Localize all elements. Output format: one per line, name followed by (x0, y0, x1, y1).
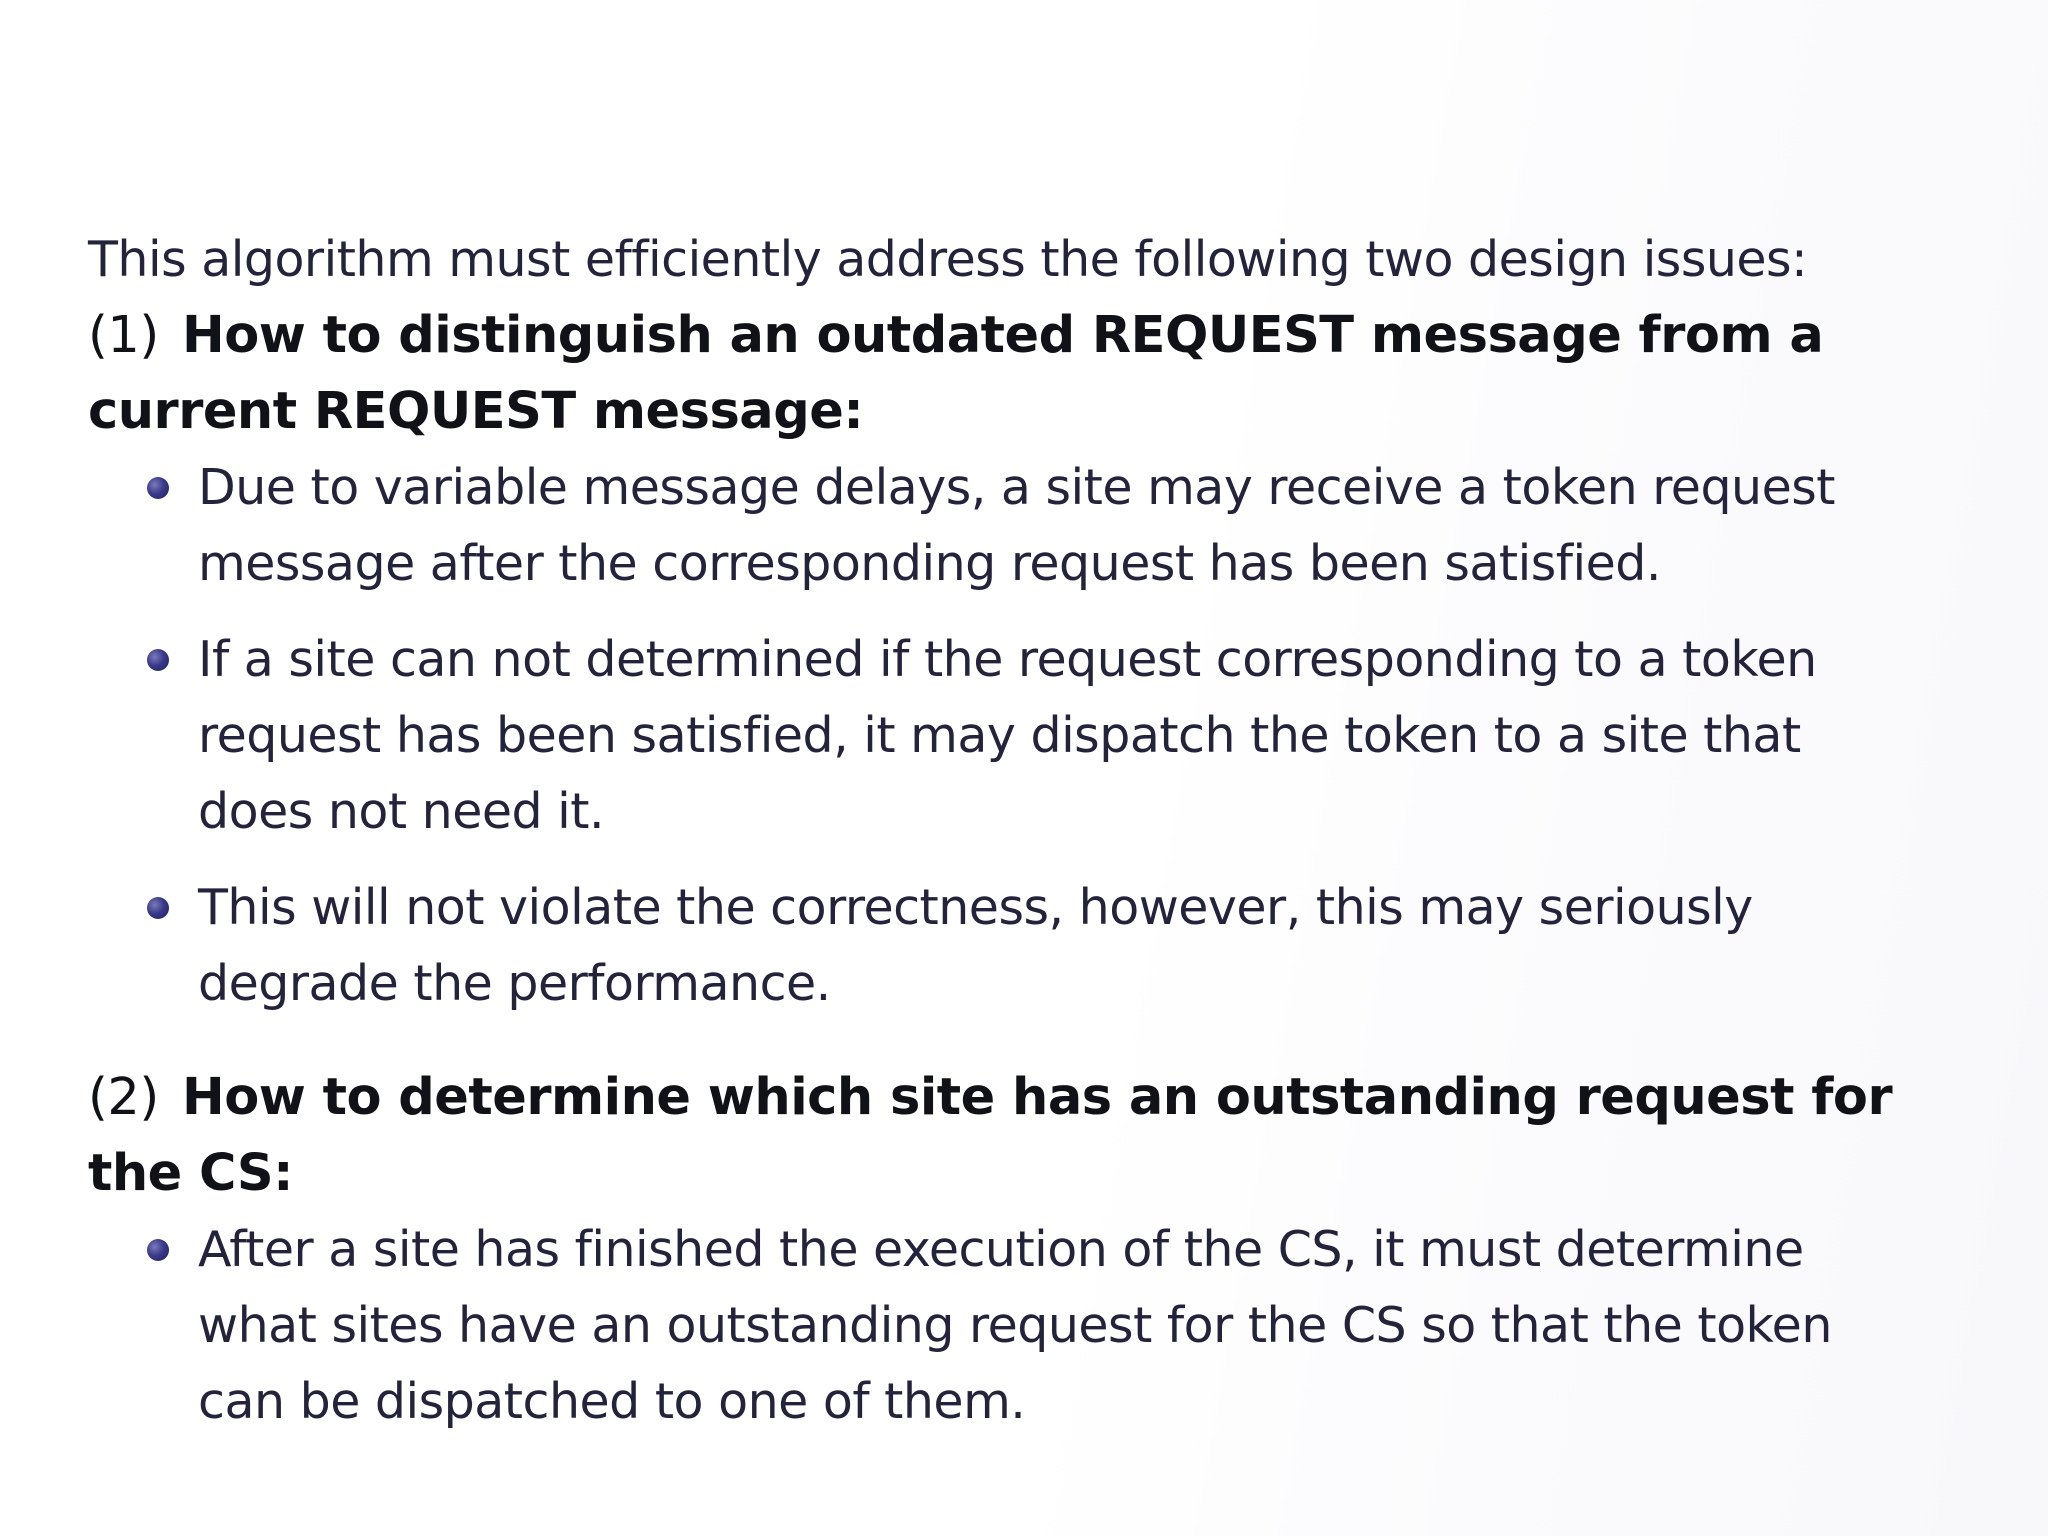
issue-1-bullet-list (88, 450, 1988, 1022)
issue-2-title: How to determine which site has an outstanding request for the CS: (88, 1068, 1893, 1203)
bullet-text: Due to variable message delays, a site may receive a token request message after the corresponding request has been satisfied. (198, 459, 1835, 592)
issue-2-number: (2) (88, 1068, 159, 1127)
issue-1-number: (1) (88, 306, 159, 365)
intro-text: This algorithm must efficiently address the following two design issues: (88, 231, 1808, 288)
bullet-icon (147, 477, 169, 499)
issue-2-heading (88, 1060, 1988, 1212)
issue-2-bullet-list (88, 1212, 1988, 1440)
bullet-text: If a site can not determined if the request corresponding to a token request has been satisfied, it may dispatch the token to a site that does not need it. (198, 631, 1817, 840)
list-item (88, 450, 1918, 602)
list-item (88, 870, 1918, 1022)
list-item (88, 622, 1918, 850)
bullet-icon (147, 1239, 169, 1261)
bullet-icon (147, 897, 169, 919)
issue-1-heading (88, 298, 1988, 450)
bullet-text: This will not violate the correctness, however, this may seriously degrade the performance. (198, 879, 1753, 1012)
bullet-icon (147, 649, 169, 671)
bullet-text: After a site has finished the execution of the CS, it must determine what sites have an outstanding request for the CS so that the token can be dispatched to one of them. (198, 1221, 1832, 1430)
slide-content (88, 222, 1988, 1440)
list-item (88, 1212, 1918, 1440)
issue-1-title: How to distinguish an outdated REQUEST message from a current REQUEST message: (88, 306, 1824, 441)
